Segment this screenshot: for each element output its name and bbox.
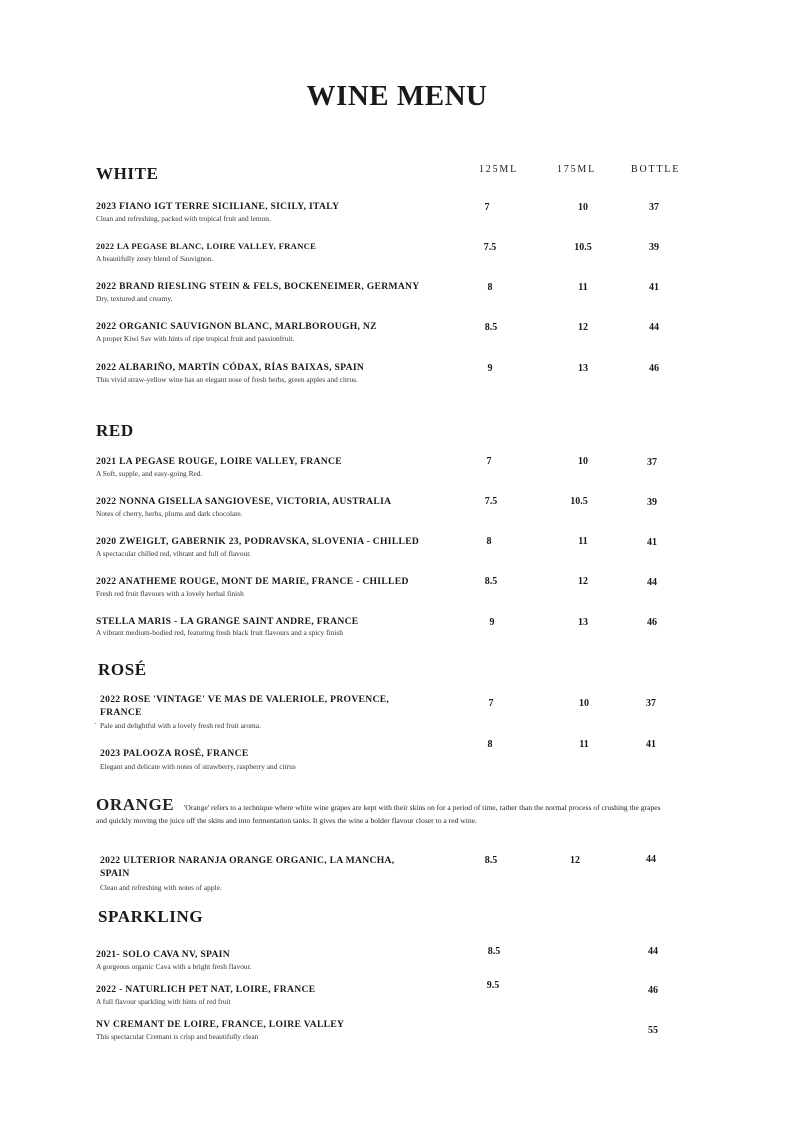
price-bottle: 39: [649, 242, 659, 253]
price-175ml: 10.5: [574, 242, 592, 253]
price-bottle: 44: [648, 946, 658, 957]
wine-description: This spectacular Cremant is crisp and beautifully clean: [96, 1032, 259, 1041]
price-175ml: 10: [578, 202, 588, 213]
price-175ml: 10.5: [570, 496, 588, 507]
price-bottle: 44: [646, 854, 656, 865]
wine-description: Notes of cherry, herbs, plums and dark chocolate.: [96, 509, 243, 518]
price-bottle: 46: [648, 985, 658, 996]
wine-description: A Soft, supple, and easy-going Red.: [96, 469, 203, 478]
wine-name: 2022 - NATURLICH PET NAT, LOIRE, FRANCE: [96, 984, 316, 995]
wine-name-line2: SPAIN: [100, 868, 130, 879]
price-bottle: 41: [647, 537, 657, 548]
section-heading-orange: ORANGE: [96, 795, 175, 814]
wine-name: 2023 FIANO IGT TERRE SICILIANE, SICILY, ITALY: [96, 201, 340, 212]
wine-name: NV CREMANT DE LOIRE, FRANCE, LOIRE VALLEY: [96, 1019, 345, 1030]
price-125ml: 8.5: [484, 576, 498, 587]
section-heading-sparkling: SPARKLING: [98, 907, 204, 926]
price-125ml: 8.5: [484, 855, 498, 866]
wine-description: A beautifully zesty blend of Sauvignon.: [96, 254, 214, 263]
price-175ml: 13: [578, 363, 588, 374]
page-title: WINE MENU: [306, 80, 488, 112]
price-glass: 8.5: [487, 946, 501, 957]
price-bottle: 44: [647, 577, 657, 588]
wine-description: A vibrant medium-bodied red, featuring fresh black fruit flavours and a spicy finish: [96, 628, 343, 637]
orange-intro: [96, 795, 666, 827]
price-bottle: 41: [649, 282, 659, 293]
wine-description: A spectacular chilled red, vibrant and full of flavour.: [96, 549, 252, 558]
price-bottle: 46: [647, 617, 657, 628]
wine-name: 2022 ANATHEME ROUGE, MONT DE MARIE, FRANCE - CHILLED: [96, 576, 409, 587]
price-125ml: 8: [487, 739, 493, 750]
price-125ml: 9: [489, 617, 495, 628]
wine-description: Fresh red fruit flavours with a lovely herbal finish: [96, 589, 244, 598]
wine-name: 2023 PALOOZA ROSÉ, FRANCE: [100, 748, 249, 759]
price-bottle: 37: [646, 698, 656, 709]
wine-description: A full flavour sparkling with hints of red fruit: [96, 997, 231, 1006]
wine-name: 2022 LA PEGASE BLANC, LOIRE VALLEY, FRANCE: [96, 241, 317, 251]
price-bottle: 55: [648, 1025, 658, 1036]
price-125ml: 7: [484, 202, 490, 213]
price-125ml: 7.5: [483, 242, 497, 253]
wine-name: 2022 NONNA GISELLA SANGIOVESE, VICTORIA, AUSTRALIA: [96, 496, 392, 507]
price-175ml: 13: [578, 617, 588, 628]
price-125ml: 7: [486, 456, 492, 467]
price-bottle: 46: [649, 363, 659, 374]
wine-description: Elegant and delicate with notes of strawberry, raspberry and citrus: [100, 762, 296, 771]
column-header-175ml: 175ML: [557, 164, 596, 175]
wine-name: 2022 ALBARIÑO, MARTÍN CÓDAX, RÍAS BAIXAS, SPAIN: [96, 362, 365, 373]
price-bottle: 39: [647, 497, 657, 508]
price-bottle: 41: [646, 739, 656, 750]
section-heading-white: WHITE: [96, 164, 159, 183]
footnote-mark: `: [94, 721, 97, 730]
wine-description: Dry, textured and creamy.: [96, 294, 173, 303]
price-175ml: 12: [578, 322, 588, 333]
price-125ml: 8.5: [484, 322, 498, 333]
price-175ml: 12: [570, 855, 580, 866]
price-bottle: 44: [649, 322, 659, 333]
wine-name: 2022 ORGANIC SAUVIGNON BLANC, MARLBOROUGH, NZ: [96, 321, 377, 332]
wine-description: A gorgeous organic Cava with a bright fresh flavour.: [96, 962, 252, 971]
wine-description: Clean and refreshing with notes of apple.: [100, 883, 222, 892]
price-175ml: 10: [579, 698, 589, 709]
section-heading-rose: ROSÉ: [98, 660, 147, 679]
price-175ml: 11: [579, 739, 589, 750]
orange-description: 'Orange' refers to a technique where white wine grapes are kept with their skins on for a period of time, rather than the normal process of crushing the grapes and quickly moving the juice off the skins and into fermentation tanks. It gives the wine a bolder flavour closer to a red wine.: [96, 803, 661, 825]
wine-name: 2021- SOLO CAVA NV, SPAIN: [96, 949, 230, 960]
wine-description: Clean and refreshing, packed with tropical fruit and lemon.: [96, 214, 271, 223]
section-heading-red: RED: [96, 421, 134, 440]
price-175ml: 12: [578, 576, 588, 587]
price-125ml: 7.5: [484, 496, 498, 507]
price-175ml: 11: [578, 282, 588, 293]
wine-description: This vivid straw-yellow wine has an elegant nose of fresh herbs, green apples and citrus.: [96, 375, 358, 384]
wine-description: A proper Kiwi Sav with hints of ripe tropical fruit and passionfruit.: [96, 334, 295, 343]
wine-name: 2020 ZWEIGLT, GABERNIK 23, PODRAVSKA, SLOVENIA - CHILLED: [96, 536, 420, 547]
wine-name: 2021 LA PEGASE ROUGE, LOIRE VALLEY, FRANCE: [96, 456, 342, 467]
wine-name: 2022 BRAND RIESLING STEIN & FELS, BOCKENEIMER, GERMANY: [96, 281, 420, 292]
wine-name: STELLA MARIS - LA GRANGE SAINT ANDRE, FRANCE: [96, 616, 359, 627]
wine-name-line2: FRANCE: [100, 707, 142, 718]
price-125ml: 8: [487, 282, 493, 293]
wine-description: Pale and delightful with a lovely fresh red fruit aroma.: [100, 721, 261, 730]
price-175ml: 10: [578, 456, 588, 467]
wine-name-line1: 2022 ULTERIOR NARANJA ORANGE ORGANIC, LA MANCHA,: [100, 855, 395, 866]
price-125ml: 7: [488, 698, 494, 709]
price-bottle: 37: [649, 202, 659, 213]
column-header-125ml: 125ML: [479, 164, 518, 175]
price-125ml: 8: [486, 536, 492, 547]
wine-name-line1: 2022 ROSE 'VINTAGE' VE MAS DE VALERIOLE, PROVENCE,: [100, 694, 390, 705]
price-125ml: 9: [487, 363, 493, 374]
price-bottle: 37: [647, 457, 657, 468]
column-header-bottle: BOTTLE: [631, 164, 681, 175]
price-175ml: 11: [578, 536, 588, 547]
price-glass: 9.5: [486, 980, 500, 991]
